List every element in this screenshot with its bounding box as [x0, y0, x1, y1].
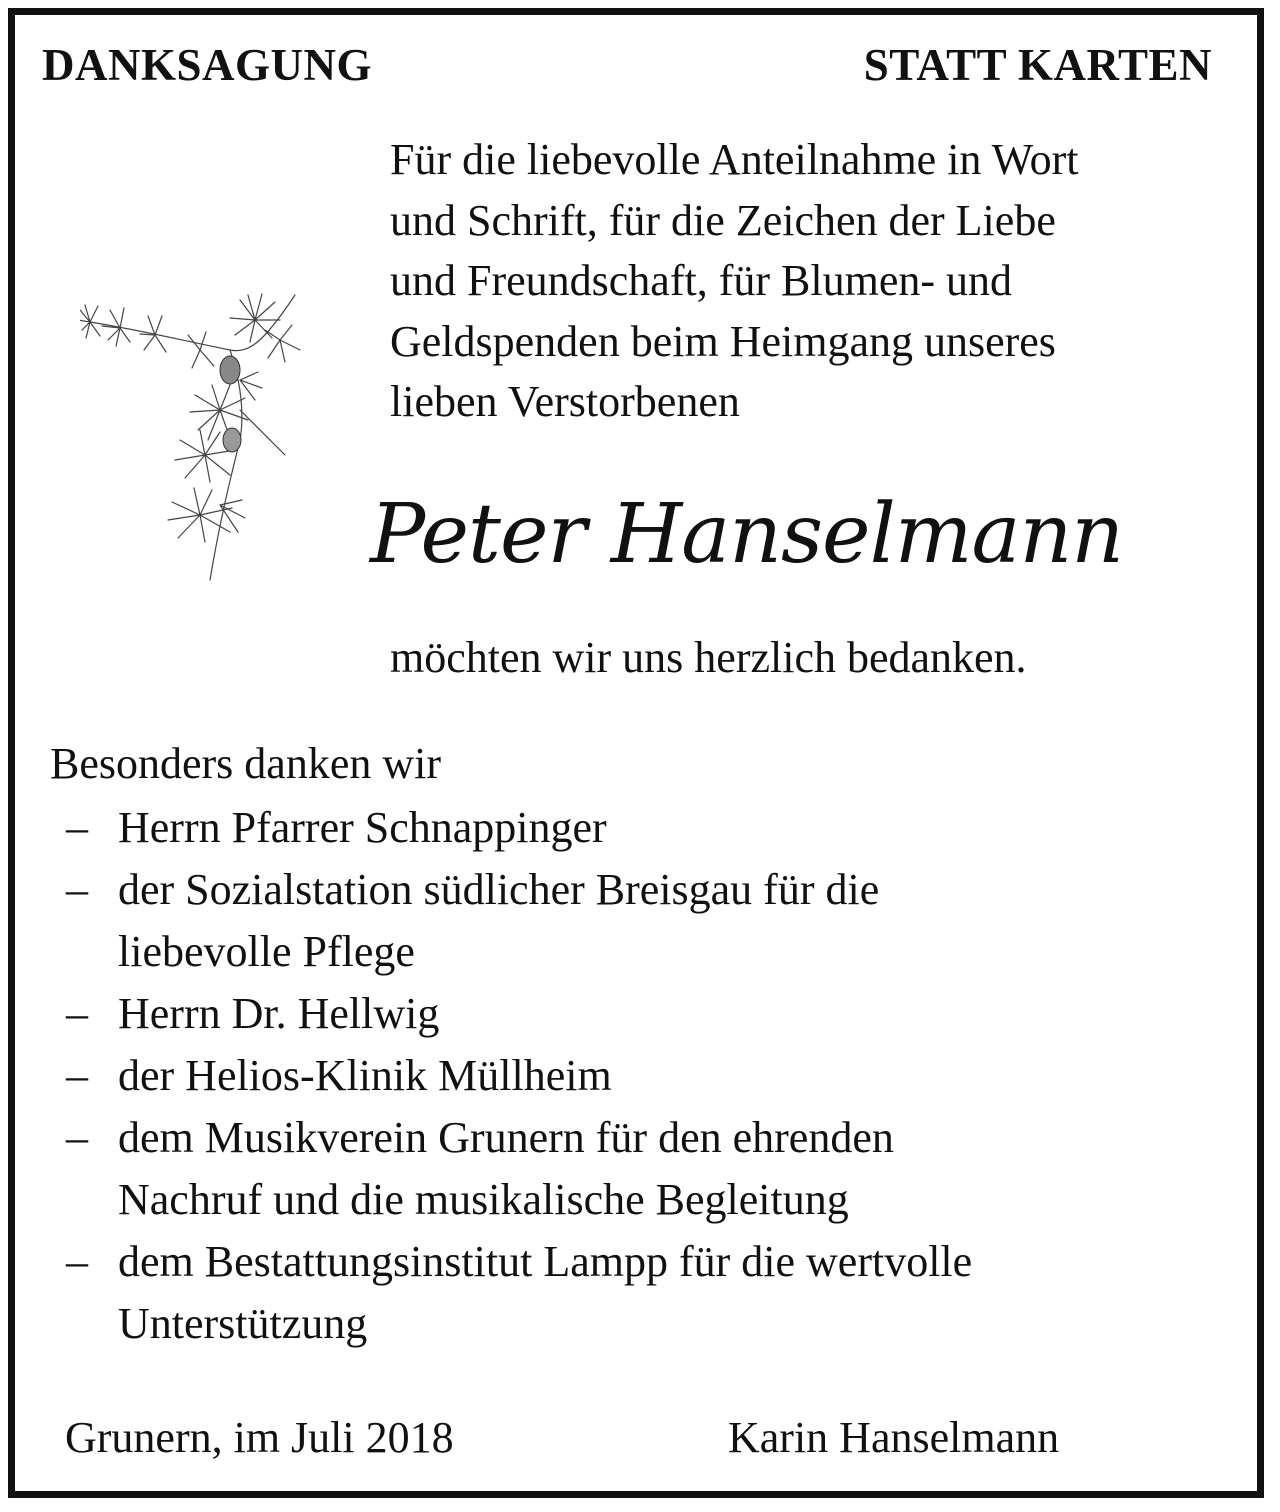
larch-branch-icon [80, 280, 310, 590]
deceased-name: Peter Hanselmann [370, 487, 1124, 582]
list-item [60, 1045, 1240, 1107]
intro-line: Für die liebevolle Anteilnahme in Wort [390, 135, 1079, 184]
list-item-line: der Sozialstation südlicher Breisgau für die [118, 865, 880, 914]
intro-line: und Freundschaft, für Blumen- und [390, 256, 1012, 305]
dash-marker: – [66, 1051, 88, 1100]
list-item [60, 1231, 1240, 1355]
list-item [60, 859, 1240, 983]
list-item [60, 983, 1240, 1045]
intro-line: und Schrift, für die Zeichen der Liebe [390, 195, 1056, 245]
signature: Karin Hanselmann [728, 1413, 1060, 1462]
list-item-line: dem Musikverein Grunern für den ehrenden [118, 1113, 894, 1162]
list-item-line: der Helios-Klinik Müllheim [118, 1051, 612, 1100]
list-item-line: liebevolle Pflege [118, 927, 415, 976]
list-item-line: Herrn Dr. Hellwig [118, 989, 440, 1038]
list-item-line: Herrn Pfarrer Schnappinger [118, 803, 607, 852]
place-date: Grunern, im Juli 2018 [65, 1413, 454, 1462]
intro-line: Geldspenden beim Heimgang unseres [390, 316, 1056, 366]
special-thanks-intro: Besonders danken wir [50, 739, 442, 788]
list-item [60, 1107, 1240, 1231]
dash-marker: – [66, 989, 88, 1038]
list-item-line: Nachruf und die musikalische Begleitung [118, 1175, 849, 1224]
thanks-line: möchten wir uns herzlich bedanken. [390, 633, 1027, 682]
intro-line: lieben Verstorbenen [390, 377, 740, 426]
dash-marker: – [66, 803, 88, 852]
dash-marker: – [66, 1113, 88, 1162]
list-item-line: Unterstützung [118, 1299, 368, 1348]
list-item-line: dem Bestattungsinstitut Lampp für die wertvolle [118, 1237, 973, 1286]
heading-danksagung: DANKSAGUNG [42, 40, 373, 90]
thanks-list [60, 797, 1240, 1355]
list-item [60, 797, 1240, 859]
dash-marker: – [66, 1237, 88, 1286]
heading-statt-karten: STATT KARTEN [863, 40, 1212, 90]
dash-marker: – [66, 865, 88, 914]
intro-paragraph [390, 130, 1250, 433]
